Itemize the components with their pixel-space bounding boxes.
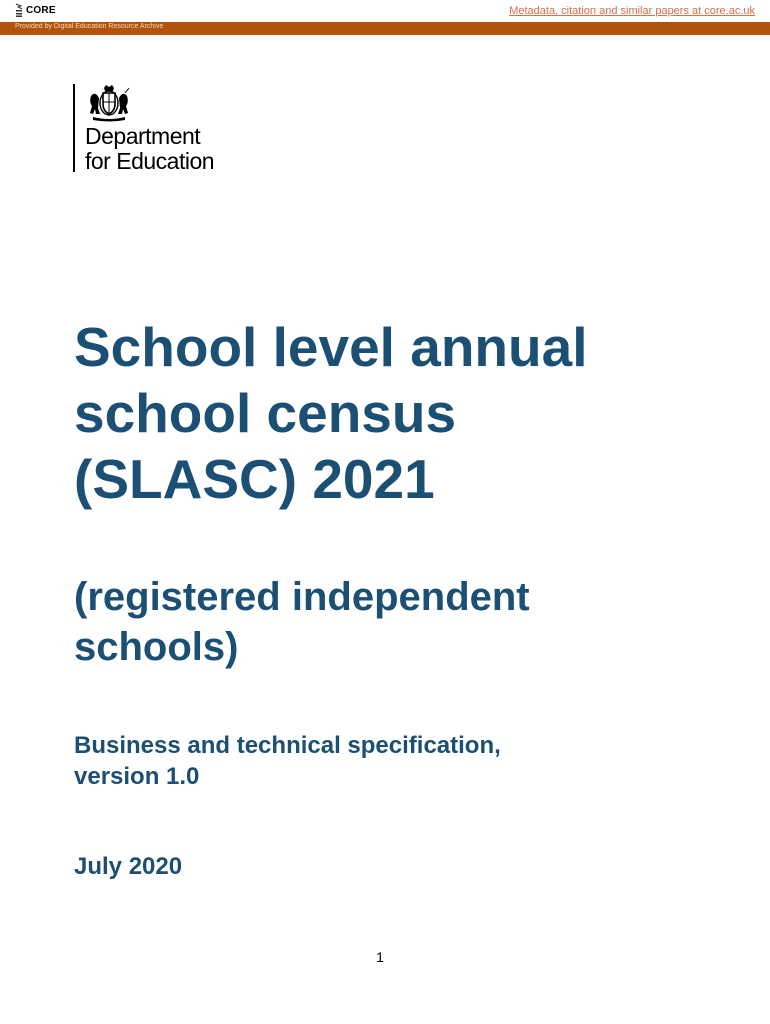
- department-name-line2: for Education: [85, 148, 215, 174]
- core-logo[interactable]: [14, 3, 56, 17]
- core-logo-text: CORE: [26, 4, 56, 16]
- title-line2: school census: [74, 382, 457, 444]
- spec-line2: version 1.0: [74, 763, 200, 790]
- subtitle-line2: schools): [74, 625, 239, 669]
- provided-by-text: Provided by Digital Education Resource Archive: [15, 23, 164, 30]
- document-title: [74, 314, 714, 512]
- core-logo-icon: [14, 3, 24, 17]
- publication-date: July 2020: [74, 853, 183, 880]
- provided-by-bar: [0, 22, 770, 35]
- core-metadata-link[interactable]: Metadata, citation and similar papers at core.ac.uk: [509, 5, 755, 17]
- royal-crest-icon: [87, 84, 131, 122]
- specification-version: [74, 730, 714, 792]
- logo-divider: [73, 84, 75, 172]
- department-name: [85, 124, 214, 174]
- core-header: [0, 0, 770, 22]
- document-subtitle: [74, 572, 714, 672]
- page-number: 1: [376, 949, 384, 965]
- title-line3: (SLASC) 2021: [74, 448, 435, 510]
- spec-line1: Business and technical specification,: [74, 732, 501, 759]
- dfe-logo: [73, 84, 233, 172]
- title-line1: School level annual: [74, 316, 588, 378]
- department-name-line1: Department: [85, 123, 201, 149]
- subtitle-line1: (registered independent: [74, 575, 530, 619]
